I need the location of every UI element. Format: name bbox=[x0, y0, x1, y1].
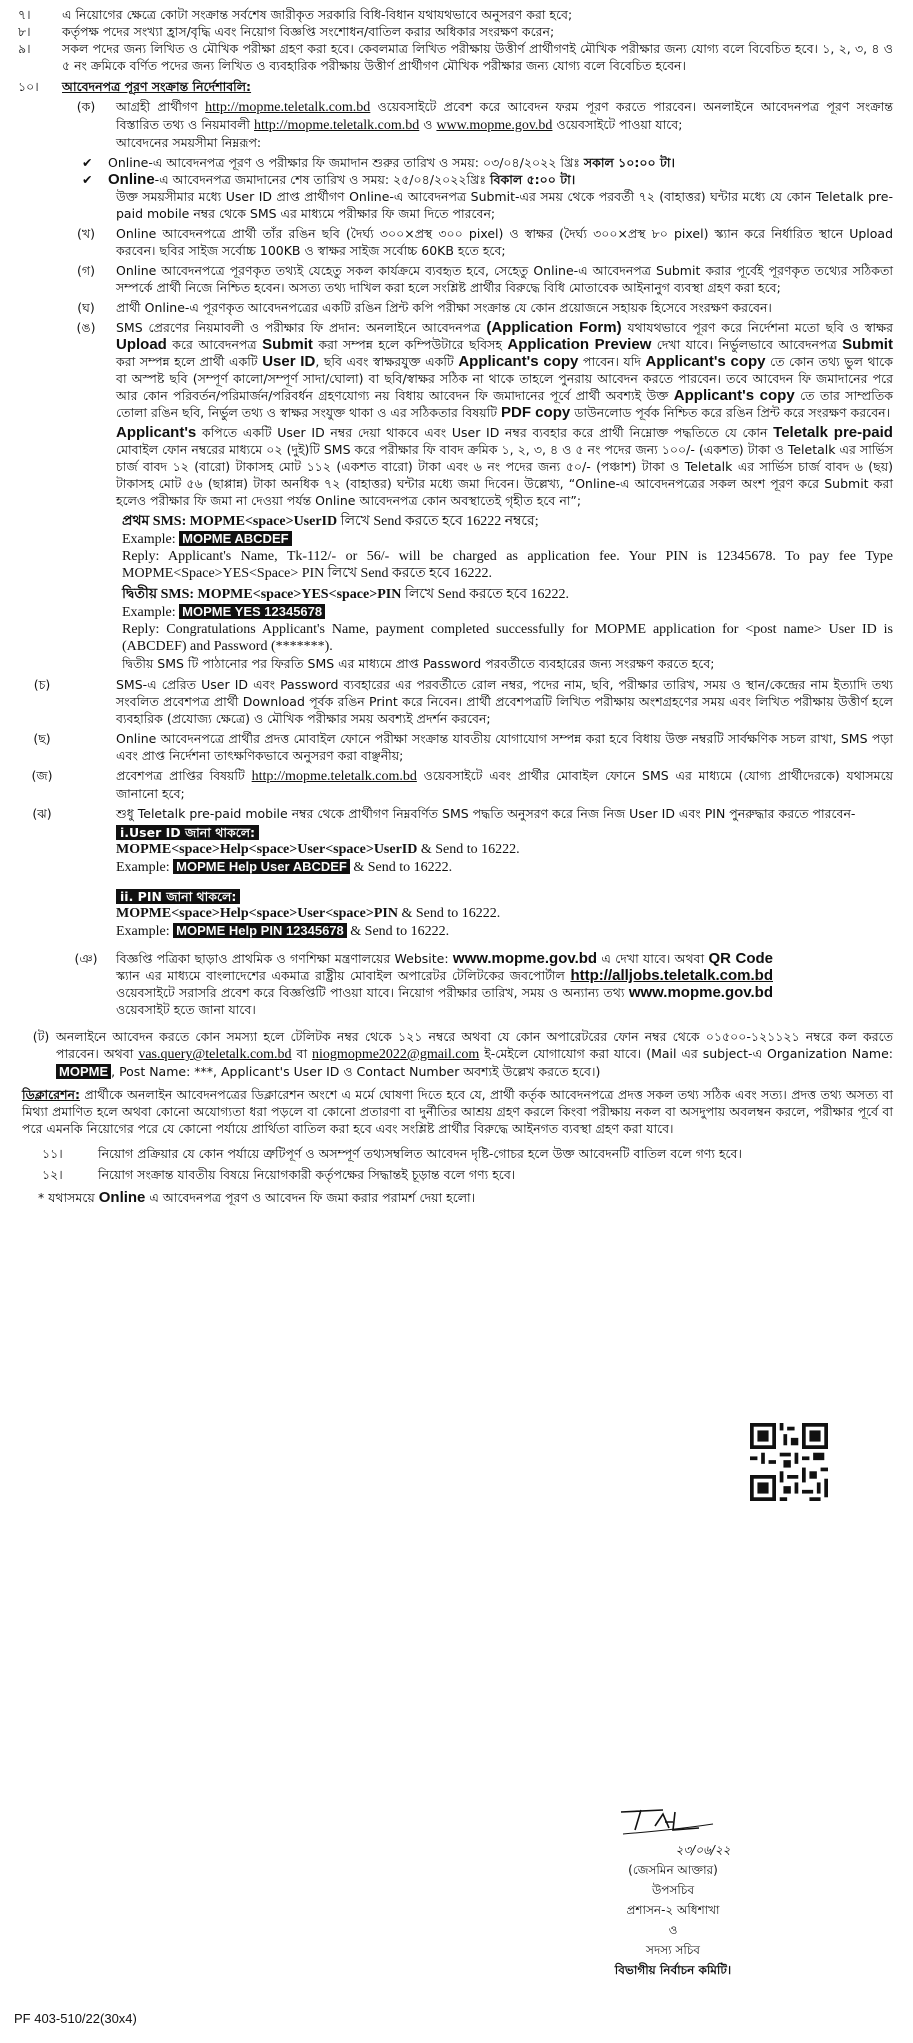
user-id-label: User ID bbox=[262, 353, 316, 370]
organization-name: MOPME bbox=[56, 1064, 111, 1079]
checkmark-icon: ✔ bbox=[82, 172, 93, 187]
text: স্ক্যান এর মাধ্যমে বাংলাদেশের একমাত্র রাষ্ট্রীয় মোবাইল অপারেটর টেলিটকের জবপোর্টাল bbox=[116, 968, 565, 983]
clause-text: Online আবেদনপত্রে পূরণকৃত তথ্যই যেহেতু সকল কার্যক্রমে ব্যবহৃত হবে, সেহেতু Online-এ আবেদনপত্র Submit করার পূর্বেই পূরণকৃত তথ্যের সঠিকতা সম্পর্কে প্রার্থী নিজে নিশ্চিত হবেন। অসত্য তথ্য দাখিল করা হলে সংশ্লিষ্ট প্রার্থীর বিরুদ্ধে বিধি মোতাবেক আইনানুগ ব্যবস্থা গ্রহণ করা হবে; bbox=[116, 263, 893, 295]
text: , ছবি এবং স্বাক্ষরযুক্ত একটি bbox=[315, 354, 454, 369]
online-label: Online bbox=[98, 1189, 146, 1206]
alljobs-link[interactable]: http://alljobs.teletalk.com.bd bbox=[570, 967, 773, 984]
item-text: এ নিয়োগের ক্ষেত্রে কোটা সংক্রান্ত সর্বশেষ জারীকৃত সরকারি বিধি-বিধান যথাযথভাবে অনুসরণ করা হবে; bbox=[62, 7, 573, 22]
item-7 bbox=[12, 6, 893, 23]
text: SMS প্রেরণের নিয়মাবলী ও পরীক্ষার ফি প্রদান: অনলাইনে আবেদনপত্র bbox=[116, 320, 481, 335]
signature-mark bbox=[603, 1800, 743, 1840]
checkmark-icon: ✔ bbox=[82, 155, 93, 170]
text: , Post Name: ***, Applicant's User ID ও Contact Number অবশ্যই উল্লেখ করতে হবে।) bbox=[111, 1064, 601, 1079]
clause-text bbox=[116, 950, 773, 1018]
text: করা সম্পন্ন হলে প্রার্থী একটি bbox=[116, 354, 258, 369]
email-link[interactable]: vas.query@teletalk.com.bd bbox=[138, 1047, 292, 1062]
item-9 bbox=[12, 40, 893, 74]
teletalk-link[interactable]: http://mopme.teletalk.com.bd bbox=[251, 769, 417, 784]
bullet-icon: * bbox=[38, 1190, 45, 1205]
fee-paragraph bbox=[116, 424, 893, 509]
clause-kha bbox=[12, 225, 893, 259]
declaration bbox=[22, 1086, 893, 1137]
mopme-link[interactable]: www.mopme.gov.bd bbox=[436, 118, 553, 133]
text: যথাযথভাবে পূরণ করে নির্দেশনা মতো ছবি ও স্বাক্ষর bbox=[627, 320, 893, 335]
submit-label: Submit bbox=[262, 336, 313, 353]
qr-code-image bbox=[750, 1423, 828, 1501]
send-text: & Send to 16222. bbox=[350, 924, 450, 939]
clause-text: Online আবেদনপত্রে প্রার্থী তাঁর রঙিন ছবি (দৈর্ঘ্য ৩০০×প্রস্থ ৩০০ pixel) ও স্বাক্ষর (দৈর্ঘ্য ৩০০×প্রস্থ ৮০ pixel) স্ক্যান করে নির্ধারিত স্থানে Upload করবেন। ছবির সাইজ সর্বোচ্চ 100KB ও স্বাক্ষর সাইজ সর্বোচ্চ 60KB হতে হবে; bbox=[116, 226, 893, 258]
clause-label: (ঘ) bbox=[77, 300, 95, 315]
clause-nya bbox=[12, 950, 893, 1018]
first-sms-block bbox=[122, 513, 893, 582]
text: যথাসময়ে bbox=[48, 1190, 95, 1205]
text: Online-এ আবেদনপত্র পূরণ ও পরীক্ষার ফি জমাদান শুরুর তারিখ ও সময়: ০৩/০৪/২০২২ খ্রিঃ bbox=[108, 155, 580, 170]
application-form-label: (Application Form) bbox=[486, 319, 622, 336]
clause-ga bbox=[12, 262, 893, 296]
clause-text bbox=[116, 767, 893, 802]
clause-uma bbox=[12, 319, 893, 421]
clause-label: (ট) bbox=[32, 1029, 50, 1044]
deadline-label: আবেদনের সময়সীমা নিম্নরূপ: bbox=[116, 135, 262, 150]
submit-label: Submit bbox=[842, 336, 893, 353]
end-time: বিকাল ৫:০০ টা। bbox=[490, 172, 576, 187]
item-text: সকল পদের জন্য লিখিত ও মৌখিক পরীক্ষা গ্রহণ করা হবে। কেবলমাত্র লিখিত পরীক্ষায় উত্তীর্ণ প্রার্থীগণই মৌখিক পরীক্ষার জন্য যোগ্য বলে বিবেচিত হবে। ১, ২, ৩, ৪ ও ৫ নং ক্রমিকে বর্ণিত পদের জন্য লিখিত ও ব্যবহারিক পরীক্ষায় উত্তীর্ণ প্রার্থীগণ মৌখিক পরীক্ষার জন্য যোগ্য বলে বিবেচিত হবেন। bbox=[62, 41, 893, 73]
item-text: নিয়োগ প্রক্রিয়ার যে কোন পর্যায়ে ত্রুটিপূর্ণ ও অসম্পূর্ণ তথ্যসম্বলিত আবেদন দৃষ্টি-গোচর হলে উক্ত আবেদনটি বাতিল বলে গণ্য হবে। bbox=[98, 1146, 742, 1161]
recovery-example: MOPME Help User ABCDEF bbox=[173, 859, 350, 874]
qr-code-label: QR Code bbox=[708, 950, 773, 967]
clause-jha bbox=[12, 805, 893, 940]
text: করা সম্পন্ন হলে কম্পিউটারে ছবিসহ bbox=[318, 337, 502, 352]
text: এ আবেদনপত্র পূরণ ও আবেদন ফি জমা করার পরামর্শ দেয়া হলো। bbox=[149, 1190, 476, 1205]
sms-example: MOPME ABCDEF bbox=[179, 531, 291, 546]
text: দেখা যাবে। নির্ভুলভাবে আবেদনপত্র bbox=[656, 337, 837, 352]
clause-text: প্রার্থী Online-এ পূরণকৃত আবেদনপত্রের একটি রঙিন প্রিন্ট কপি পরীক্ষা সংক্রান্ত যে কোন প্রয়োজনে সহায়ক হিসেবে সংরক্ষণ করবেন। bbox=[116, 300, 772, 315]
clause-label: (ঞ) bbox=[74, 951, 98, 966]
item-text: কর্তৃপক্ষ পদের সংখ্যা হ্রাস/বৃদ্ধি এবং নিয়োগ বিজ্ঞপ্তি সংশোধন/বাতিল করার অধিকার সংরক্ষণ করেন; bbox=[62, 24, 555, 39]
section-heading: আবেদনপত্র পূরণ সংক্রান্ত নির্দেশাবলি: bbox=[62, 79, 252, 94]
item-8 bbox=[12, 23, 893, 40]
clause-text bbox=[116, 319, 893, 421]
start-time: সকাল ১০:০০ টা। bbox=[583, 155, 675, 170]
clause-ka bbox=[12, 98, 893, 151]
clause-text bbox=[116, 98, 893, 151]
pdf-copy-label: PDF copy bbox=[501, 404, 571, 421]
send-text: & Send to 16222. bbox=[420, 842, 520, 857]
text: বা bbox=[296, 1046, 308, 1061]
declaration-label: ডিক্লারেশন: bbox=[22, 1087, 80, 1102]
item-12 bbox=[12, 1166, 893, 1183]
teletalk-link[interactable]: http://mopme.teletalk.com.bd bbox=[254, 118, 420, 133]
sms-note: দ্বিতীয় SMS টি পাঠানোর পর ফিরতি SMS এর মাধ্যমে প্রাপ্ত Password পরবর্তীতে ব্যবহারের জন্য সংরক্ষণ করতে হবে; bbox=[122, 656, 715, 671]
clause-label: (ঙ) bbox=[76, 320, 96, 335]
clause-text: Online আবেদনপত্রে প্রার্থীর প্রদত্ত মোবাইল ফোনে পরীক্ষা সংক্রান্ত যাবতীয় যোগাযোগ সম্পন্ন করা হবে বিধায় উক্ত নম্বরটি সার্বক্ষণিক সচল রাখা, SMS পড়া এবং প্রাপ্ত নির্দেশনা তাৎক্ষণিকভাবে অনুসরণ করা বাঞ্ছনীয়; bbox=[116, 731, 893, 763]
item-number: ১২। bbox=[42, 1167, 63, 1182]
sms-example: MOPME YES 12345678 bbox=[179, 604, 325, 619]
sms-send-text: লিখে Send করতে হবে 16222. bbox=[404, 587, 569, 602]
teletalk-label: Teletalk pre-paid bbox=[773, 424, 893, 441]
signatory-name: (জেসমিন আক্তার) bbox=[628, 1863, 718, 1877]
item-10 bbox=[12, 78, 893, 95]
text: ও bbox=[423, 117, 433, 132]
clause-label: (ঝ) bbox=[32, 806, 52, 821]
designation: ও bbox=[668, 1923, 678, 1937]
website-link[interactable]: www.mopme.gov.bd bbox=[452, 950, 598, 967]
sms-send-text: লিখে Send করতে হবে 16222 নম্বরে; bbox=[340, 514, 539, 529]
clause-label: (গ) bbox=[77, 263, 95, 278]
sms-format: MOPME<space>UserID bbox=[189, 514, 338, 529]
teletalk-link[interactable]: http://mopme.teletalk.com.bd bbox=[205, 100, 371, 115]
clause-text bbox=[116, 805, 893, 940]
text: পাবেন। যদি bbox=[582, 354, 641, 369]
sms-reply: Reply: Congratulations Applicant's Name, payment completed successfully for MOPME application for <post name> User ID is (ABCDEF) and Password (*******). bbox=[122, 622, 893, 654]
text: -এ আবেদনপত্র জমাদানের শেষ তারিখ ও সময়: ২৫/০৪/২০২২খ্রিঃ bbox=[154, 172, 487, 187]
deadline-note: উক্ত সময়সীমার মধ্যে User ID প্রাপ্ত প্রার্থীগণ Online-এ আবেদনপত্র Submit-এর সময় থেকে পরবর্তী ৭২ (বাহাত্তর) ঘন্টার মধ্যে যে কোন Teletalk pre-paid mobile নম্বর থেকে SMS এর মাধ্যমে পরীক্ষার ফি জমা দিতে পারবেন; bbox=[116, 189, 893, 221]
applicants-copy-label: Applicant's copy bbox=[458, 353, 579, 370]
application-preview-label: Application Preview bbox=[507, 336, 652, 353]
online-label: Online bbox=[108, 171, 155, 188]
applicants-copy-label: Applicant's copy bbox=[673, 387, 795, 404]
clause-label: (চ) bbox=[33, 677, 51, 692]
text: ওয়েবসাইটে সরাসরি প্রবেশ করে বিজ্ঞপ্তিটি পাওয়া যাবে। নিয়োগ পরীক্ষার তারিখ, সময় ও অন্যান্য তথ্য bbox=[116, 985, 625, 1000]
sms-reply: Reply: Applicant's Name, Tk-112/- or 56/- will be charged as application fee. Your PIN is 12345678. To pay fee Type MOPME<Space>YES<Space> PIN লিখে Send করতে হবে 16222. bbox=[122, 549, 893, 581]
website-link[interactable]: www.mopme.gov.bd bbox=[628, 984, 773, 1001]
second-sms-block bbox=[122, 586, 893, 672]
clause-gha bbox=[12, 299, 893, 316]
text: তে কোন তথ্য ভুল থাকে বা অস্পষ্ট ছবি (সম্পূর্ণ কালো/সম্পূর্ণ সাদা/ঘোলা) বা ছবি/স্বাক্ষর সঠিক না থাকে তাহলে পুনরায় আবেদন করতে পারবেন। তবে আবেদন ফি জমাদানের পরে আর কোন পরিবর্তন/পরিমার্জন/পরিবর্ধন গ্রহণযোগ্য নয় বিধায় আবেদন ফি জমাদানের পূর্বে প্রার্থী অবশ্যই উক্ত bbox=[116, 354, 893, 403]
recovery-format: MOPME<space>Help<space>User<space>UserID bbox=[116, 842, 418, 857]
text: ওয়েবসাইটে পাওয়া যাবে; bbox=[556, 117, 683, 132]
recovery-heading-userid: i.User ID জানা থাকলে: bbox=[116, 825, 259, 840]
recovery-example: MOPME Help PIN 12345678 bbox=[173, 923, 347, 938]
signature-block bbox=[568, 1800, 778, 1980]
text: ই-মেইলে যোগাযোগ করা যাবে। (Mail এর subject-এ Organization Name: bbox=[484, 1046, 893, 1061]
clause-label: (ছ) bbox=[33, 731, 51, 746]
text: ডাউনলোড পূর্বক নিশ্চিত করে রঙিন প্রিন্ট করে সংরক্ষণ করবেন। bbox=[574, 405, 891, 420]
designation: সদস্য সচিব bbox=[646, 1943, 700, 1957]
clause-ja bbox=[12, 767, 893, 802]
text: বিজ্ঞপ্তি পত্রিকা ছাড়াও প্রাথমিক ও গণশিক্ষা মন্ত্রণালয়ের Website: bbox=[116, 951, 449, 966]
applicants-copy-label: Applicant's copy bbox=[645, 353, 766, 370]
example-label: Example: bbox=[122, 605, 176, 620]
text: মোবাইল ফোন নম্বরের মাধ্যমে ০২ (দুই)টি SMS করে পরীক্ষার ফি বাবদ ক্রমিক ১, ২, ৩, ৪ ও ৫ নং পদের জন্য ১০০/- (একশত) টাকা ও Teletalk এর সার্ভিস চার্জ বাবদ ১২ (বারো) টাকাসহ মোট ১১২ (একশত বারো) টাকা এবং ৬ নং পদের জন্য ৫০/- (পঞ্চাশ) টাকা ও Teletalk এর সার্ভিস চার্জ বাবদ ৬ (ছয়) টাকাসহ মোট ৫৬ (ছাপ্পান্ন) টাকা অনধিক ৭২ (বাহাত্তর) ঘন্টার মধ্যে জমা দিবেন। উল্লেখ্য, “Online-এ আবেদনপত্রের সকল অংশ পূরণ করে Submit করা হলেও পরীক্ষার ফি জমা না দেওয়া পর্যন্ত Online আবেদনপত্র কোন অবস্থাতেই গৃহীত হবে না”; bbox=[116, 442, 893, 508]
example-label: Example: bbox=[116, 924, 170, 939]
text: ওয়েবসাইটে এবং প্রার্থীর মোবাইল ফোনে SMS এর মাধ্যমে (যোগ্য প্রার্থীদেরকে) যথাসময়ে জানানো হবে; bbox=[116, 768, 893, 801]
designation: উপসচিব bbox=[651, 1883, 694, 1897]
text: তে তার সাম্প্রতিক তোলা রঙিন ছবি, নির্ভুল তথ্য ও স্বাক্ষর সংযুক্ত থাকা ও এর সঠিকতার বিষয়টি bbox=[116, 388, 893, 420]
text: ওয়েবসাইট হতে জানা যাবে। bbox=[116, 1002, 256, 1017]
sms-format: MOPME<space>YES<space>PIN bbox=[197, 587, 402, 602]
clause-text: SMS-এ প্রেরিত User ID এবং Password ব্যবহারের এর পরবর্তীতে রোল নম্বর, পদের নাম, ছবি, পরীক্ষার তারিখ, সময় ও স্থান/কেন্দ্রের নাম ইত্যাদি তথ্য সংবলিত প্রবেশপত্র প্রার্থী Download পূর্বক রঙিন Print করে নিবেন। প্রার্থী প্রবেশপত্রটি লিখিত পরীক্ষায় অংশগ্রহণের সময় এবং লিখিত পরীক্ষায় উত্তীর্ণ হলে ব্যবহারিক (প্রযোজ্য ক্ষেত্রে) ও মৌখিক পরীক্ষার সময় অবশ্যই প্রদর্শন করবেন; bbox=[116, 677, 893, 726]
example-label: Example: bbox=[122, 532, 176, 547]
item-number: ১০। bbox=[18, 79, 39, 94]
designation: প্রশাসন-২ অধিশাখা bbox=[626, 1903, 720, 1917]
item-11 bbox=[12, 1145, 893, 1162]
declaration-text: প্রার্থীকে অনলাইন আবেদনপত্রের ডিক্লারেশন অংশে এ মর্মে ঘোষণা দিতে হবে যে, প্রার্থী কর্তৃক আবেদনপত্রে প্রদত্ত সকল তথ্য সঠিক এবং সত্য। প্রদত্ত তথ্য অসত্য বা মিথ্যা প্রমাণিত হলে অথবা কোনো অযোগ্যতা ধরা পড়লে বা কোনো প্রতারণা বা দুর্নীতির আশ্রয় গ্রহণ করলে কিংবা পরীক্ষায় নকল বা অসদুপায় অবলম্বন করলে, পরীক্ষার পূর্বে বা পরে এমনকি নিয়োগের পরে যে কোনো পর্যায়ে প্রার্থিতা বাতিল করা হবে এবং সংশ্লিষ্ট প্রার্থীর বিরুদ্ধে আইনগত ব্যবস্থা গ্রহণ করা যাবে। bbox=[22, 1087, 893, 1136]
recovery-format: MOPME<space>Help<space>User<space>PIN bbox=[116, 906, 398, 921]
clause-text bbox=[56, 1028, 893, 1080]
text: ওয়েবসাইটে প্রবেশ করে আবেদন ফরম পূরণ করতে পারবেন। অনলাইনে আবেদনপত্র পূরণ সংক্রান্ত বিস্তারিত তথ্য ও নিয়মাবলী bbox=[116, 99, 893, 132]
upload-label: Upload bbox=[116, 336, 167, 353]
clause-ta bbox=[12, 1028, 893, 1080]
item-number: ১১। bbox=[42, 1146, 63, 1161]
text: অনলাইনে আবেদন করতে কোন সমস্যা হলে টেলিটক নম্বর থেকে ১২১ নম্বরে অথবা যে কোন অপারেটরের ফোন নম্বর থেকে ০১৫০০-১২১১২১ নম্বরে কল করতে পারবেন। অথবা bbox=[56, 1029, 893, 1061]
recovery-heading-pin: ii. PIN জানা থাকলে: bbox=[116, 889, 240, 904]
text: আগ্রহী প্রার্থীগণ bbox=[116, 99, 198, 114]
clause-cha bbox=[12, 676, 893, 727]
text: এ দেখা যাবে। অথবা bbox=[601, 951, 705, 966]
applicants-label: Applicant's bbox=[116, 424, 197, 441]
clause-label: (ক) bbox=[76, 99, 96, 114]
send-text: & Send to 16222. bbox=[353, 860, 453, 875]
clause-label: (খ) bbox=[77, 226, 95, 241]
deadline-end bbox=[82, 171, 893, 188]
sms-label: প্রথম SMS: bbox=[122, 514, 187, 529]
item-text: নিয়োগ সংক্রান্ত যাবতীয় বিষয়ে নিয়োগকারী কর্তৃপক্ষের সিদ্ধান্তই চূড়ান্ত বলে গণ্য হবে। bbox=[98, 1167, 516, 1182]
text: করে আবেদনপত্র bbox=[172, 337, 257, 352]
advice-note bbox=[38, 1189, 893, 1206]
text: কপিতে একটি User ID নম্বর দেয়া থাকবে এবং User ID নম্বর ব্যবহার করে প্রার্থী নিম্নোক্ত পদ্ধতিতে যে কোন bbox=[201, 425, 768, 440]
signature-date: ২৩/০৬/২২ bbox=[675, 1843, 731, 1857]
text: প্রবেশপত্র প্রাপ্তির বিষয়টি bbox=[116, 768, 245, 783]
clause-label: (জ) bbox=[31, 768, 53, 783]
item-number: ৯। bbox=[18, 41, 31, 56]
clause-chha bbox=[12, 730, 893, 764]
example-label: Example: bbox=[116, 860, 170, 875]
sms-label: দ্বিতীয় SMS: bbox=[122, 587, 195, 602]
designation: বিভাগীয় নির্বাচন কমিটি। bbox=[614, 1963, 732, 1977]
item-number: ৭। bbox=[18, 7, 31, 22]
print-reference: PF 403-510/22(30x4) bbox=[14, 2011, 137, 2026]
text: শুধু Teletalk pre-paid mobile নম্বর থেকে প্রার্থীগণ নিম্নবর্ণিত SMS পদ্ধতি অনুসরণ করে নিজ নিজ User ID এবং PIN পুনরুদ্ধার করতে পারবেন- bbox=[116, 806, 856, 821]
deadline-start bbox=[82, 154, 893, 171]
item-number: ৮। bbox=[18, 24, 31, 39]
send-text: & Send to 16222. bbox=[401, 906, 501, 921]
email-link[interactable]: niogmopme2022@gmail.com bbox=[312, 1047, 480, 1062]
